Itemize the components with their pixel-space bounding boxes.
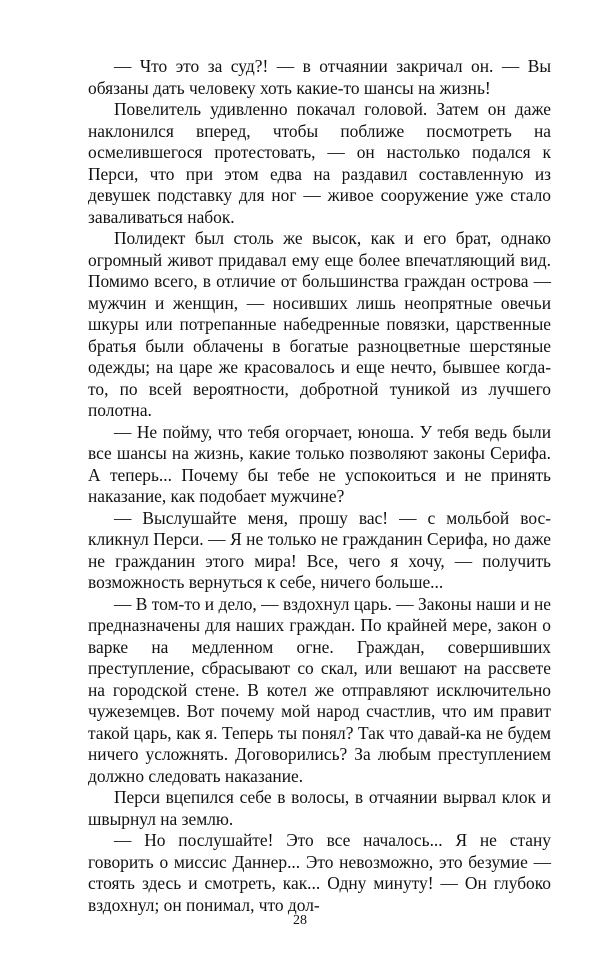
paragraph: — Выслушайте меня, прошу вас! — с мольбой воскликнул Перси. — Я не только не гражданин Серифа, но даже не гражданин этого мира! Все, чего я хочу, — получить возможность вернуться к себе, ничего больше... <box>88 507 551 592</box>
paragraph: Повелитель удивленно покачал головой. Затем он даже наклонился вперед, чтобы поближе посмотреть на осмелившегося протестовать, — он настолько подался к Перси, что при этом едва на раздавил составленную из девушек подставку для ног — живое сооружение уже стало заваливаться набок. <box>88 99 551 227</box>
paragraph: — Не пойму, что тебя огорчает, юноша. У тебя ведь были все шансы на жизнь, какие только позволяют законы Серифа. А теперь... Почему бы тебе не успокоиться и не принять наказание, как подобает мужчине? <box>88 421 551 506</box>
page-number: 28 <box>293 913 307 928</box>
paragraph: Перси вцепился себе в волосы, в отчаянии вырвал клок и швырнул на землю. <box>88 787 551 829</box>
paragraph: — Что это за суд?! — в отчаянии закричал он. — Вы обязаны дать человеку хоть какие-то шансы на жизнь! <box>88 56 551 98</box>
paragraph: — В том-то и дело, — вздохнул царь. — Законы наши и не предназначены для наших граждан. По крайней мере, закон о варке на медленном огне. Граждан, совершивших преступление, сбрасывают со скал, или вешают на рассвете на городской стене. В котел же отправляют исключительно чужеземцев. Вот почему мой народ счастлив, что им правит такой царь, как я. Теперь ты понял? Так что давай-ка не будем ничего усложнять. Договорились? За любым преступлением должно следовать наказание. <box>88 593 551 786</box>
page-body <box>88 56 551 916</box>
paragraph: — Но послушайте! Это все началось... Я не стану говорить о миссис Даннер... Это невозможно, это безумие — стоять здесь и смотреть, как... Одну минуту! — Он глубоко вздохнул; он понимал, что дол- <box>88 830 551 915</box>
paragraph: Полидект был столь же высок, как и его брат, однако огромный живот придавал ему еще более впечатляющий вид. Помимо всего, в отличие от большинства граждан острова — мужчин и женщин, — носивших лишь неопрятные овечьи шкуры или потрепанные набедренные повязки, царственные братья были облачены в богатые разноцветные шерстяные одежды; на царе же красовалось и еще нечто, бывшее когда-то, по всей вероятности, добротной туникой из лучшего полотна. <box>88 228 551 420</box>
